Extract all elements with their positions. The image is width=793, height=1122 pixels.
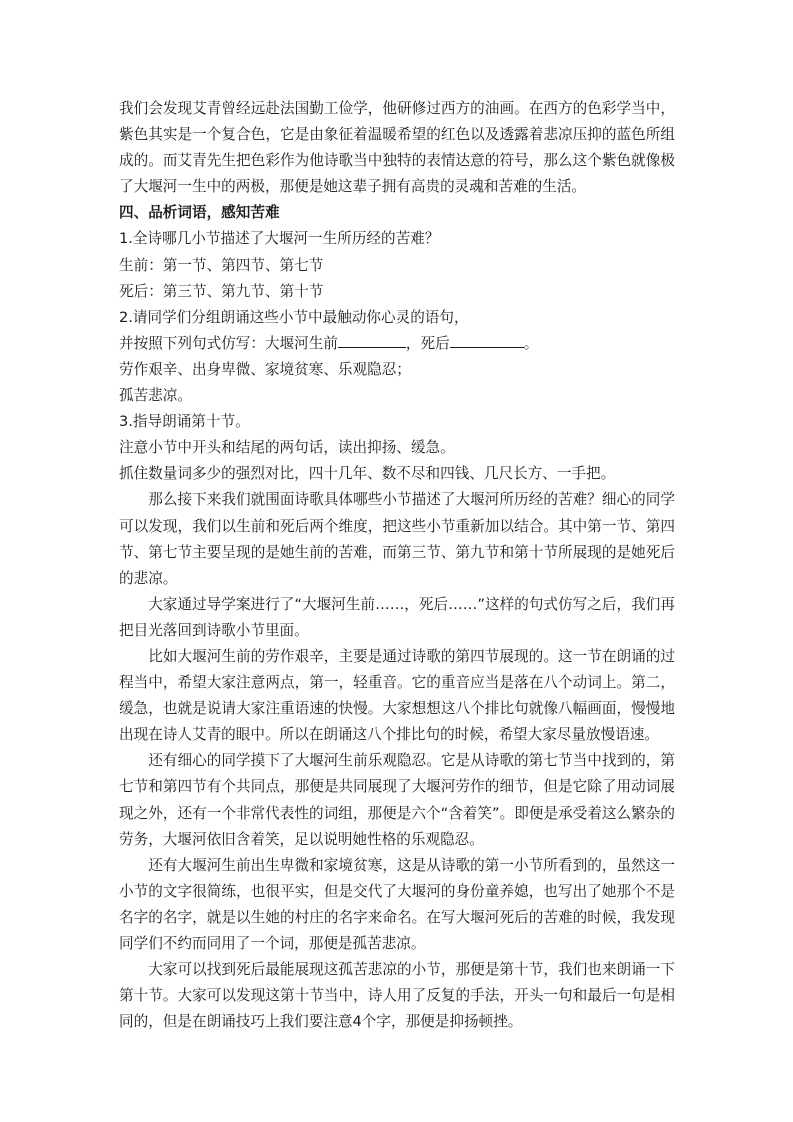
question-1: 1.全诗哪几小节描述了大堰河一生所历经的苦难？	[119, 230, 440, 248]
pattern-prefix: 并按照下列句式仿写：大堰河生前	[119, 334, 338, 352]
reading-note-1: 注意小节中开头和结尾的两句话，读出抑扬、缓急。	[119, 439, 455, 457]
paragraph-labor: 比如大堰河生前的劳作艰辛，主要是通过诗歌的第四节展现的。这一节在朗诵的过程当中，希望大家注意两点，第一，轻重音。它的重音应当是落在八个动词上。第二，缓急，也就是说请大家注重语速的快慢。大家想想这八个排比句就像八幅画面，慢慢地出现在诗人艾青的眼中。所以在朗诵这八个排比句的时候，希望大家尽量放慢语速。	[119, 647, 675, 744]
fill-blank-after	[450, 332, 524, 348]
question-3: 3.指导朗诵第十节。	[119, 413, 250, 431]
answer-before-death: 生前：第一节、第四节、第七节	[119, 256, 324, 274]
document-body	[119, 96, 675, 1035]
pattern-end: 。	[523, 334, 539, 352]
question-2-sentence-pattern	[119, 331, 675, 357]
question-2: 2.请同学们分组朗诵这些小节中最触动你心灵的语句，	[119, 308, 469, 326]
paragraph-overview: 那么接下来我们就围面诗歌具体哪些小节描述了大堰河所历经的苦难？细心的同学可以发现，我们以生前和死后两个维度，把这些小节重新加以结合。其中第一节、第四节、第七节主要呈现的是她生前的苦难，而第三节、第九节和第十节所展现的是她死后的悲凉。	[119, 491, 675, 587]
paragraph-color-analysis: 我们会发现艾青曾经远赴法国勤工俭学，他研修过西方的油画。在西方的色彩学当中，紫色其实是一个复合色，它是由象征着温暖希望的红色以及透露着悲凉压抑的蓝色所组成的。而艾青先生把色彩作为他诗歌当中独特的表情达意的符号，那么这个紫色就像极了大堰河一生中的两极，那便是她这辈子拥有高贵的灵魂和苦难的生活。	[119, 100, 675, 196]
pattern-middle: ，死后	[405, 334, 450, 352]
answer-life-traits: 劳作艰辛、出身卑微、家境贫寒、乐观隐忍；	[119, 360, 411, 378]
answer-after-death: 死后：第三节、第九节、第十节	[119, 282, 324, 300]
paragraph-imitation: 大家通过导学案进行了“大堰河生前……，死后……”这样的句式仿写之后，我们再把目光落回到诗歌小节里面。	[119, 595, 675, 639]
paragraph-optimism: 还有细心的同学摸下了大堰河生前乐观隐忍。它是从诗歌的第七节当中找到的，第七节和第四节有个共同点，那便是共同展现了大堰河劳作的细节，但是它除了用动词展现之外，还有一个非常代表性的词组，那便是六个“含着笑”。即便是承受着这么繁杂的劳务，大堰河依旧含着笑，足以说明她性格的乐观隐忍。	[119, 752, 675, 848]
answer-death-traits: 孤苦悲凉。	[119, 387, 192, 405]
section-heading: 四、品析词语，感知苦难	[119, 204, 280, 222]
fill-blank-before	[338, 332, 406, 348]
paragraph-origin: 还有大堰河生前出生卑微和家境贫寒，这是从诗歌的第一小节所看到的，虽然这一小节的文字很简练，也很平实，但是交代了大堰河的身份童养媳，也写出了她那个不是名字的名字，就是以生她的村庄的名字来命名。在写大堰河死后的苦难的时候，我发现同学们不约而同用了一个词，那便是孤苦悲凉。	[119, 856, 675, 952]
reading-note-2: 抓住数量词多少的强烈对比，四十几年、数不尽和四钱、几尺长方、一手把。	[119, 465, 616, 483]
paragraph-tenth-section: 大家可以找到死后最能展现这孤苦悲凉的小节，那便是第十节，我们也来朗诵一下第十节。大家可以发现这第十节当中，诗人用了反复的手法，开头一句和最后一句是相同的，但是在朗诵技巧上我们要注意4个字，那便是抑扬顿挫。	[119, 961, 675, 1031]
